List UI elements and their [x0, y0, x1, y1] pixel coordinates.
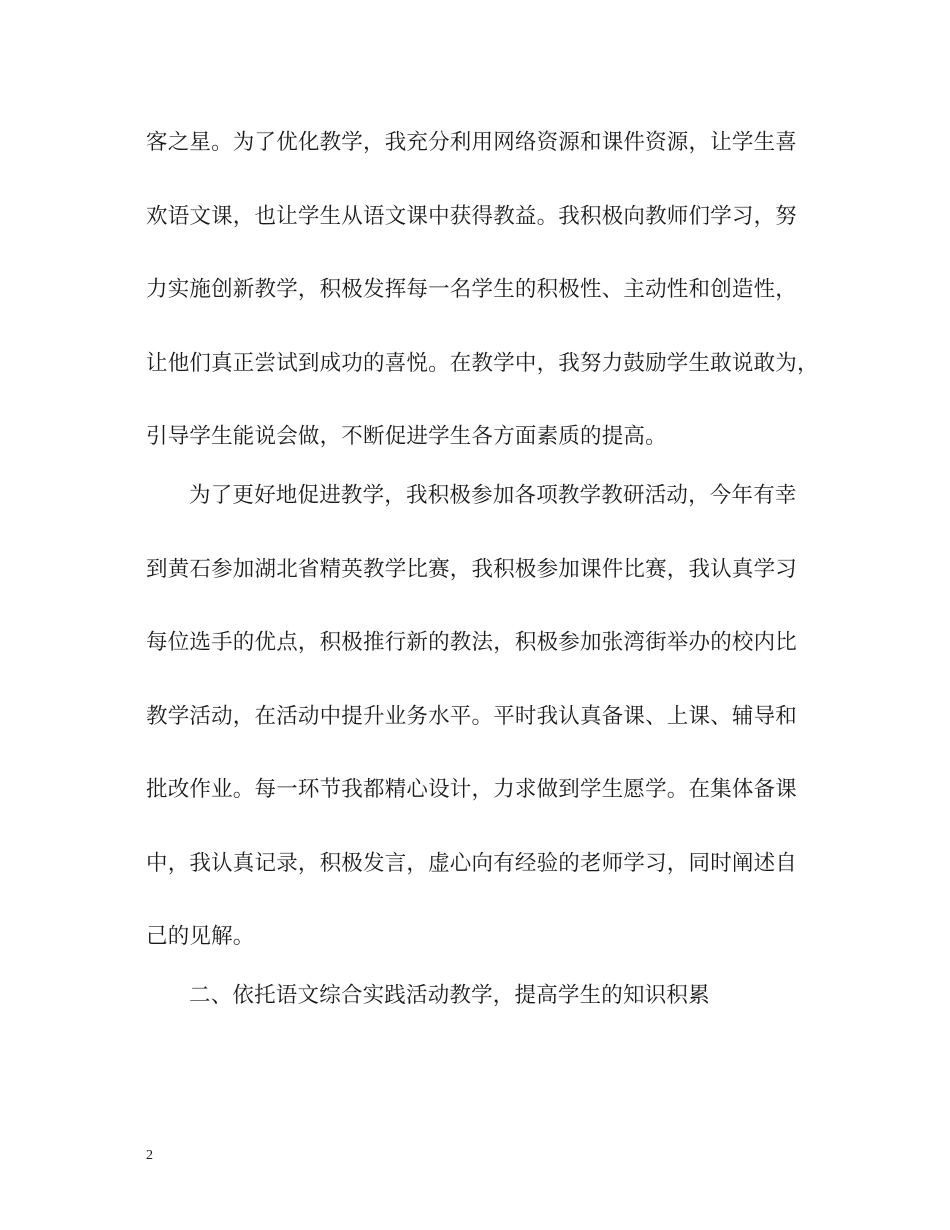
body-text-line: 中，我认真记录，积极发言，虚心向有经验的老师学习，同时阐述自: [146, 851, 798, 876]
body-text-line: 力实施创新教学，积极发挥每一名学生的积极性、主动性和创造性，: [146, 277, 798, 302]
body-text-line: 每位选手的优点，积极推行新的教法，积极参加张湾街举办的校内比: [146, 630, 798, 655]
section-heading: 二、依托语文综合实践活动教学，提高学生的知识积累: [189, 983, 710, 1008]
page-number: 2: [146, 1148, 153, 1163]
body-text-line: 到黄石参加湖北省精英教学比赛，我积极参加课件比赛，我认真学习: [146, 557, 798, 582]
body-text-line: 客之星。为了优化教学，我充分利用网络资源和课件资源，让学生喜: [146, 130, 798, 155]
body-text-line: 引导学生能说会做，不断促进学生各方面素质的提高。: [146, 424, 667, 449]
body-text-line: 己的见解。: [146, 924, 255, 949]
body-text-line: 批改作业。每一环节我都精心设计，力求做到学生愿学。在集体备课: [146, 777, 798, 802]
paragraph-first-line: 为了更好地促进教学，我积极参加各项教学教研活动，今年有幸: [189, 483, 797, 508]
body-text-line: 让他们真正尝试到成功的喜悦。在教学中，我努力鼓励学生敢说敢为，: [146, 351, 819, 376]
body-text-line: 教学活动，在活动中提升业务水平。平时我认真备课、上课、辅导和: [146, 704, 798, 729]
body-text-line: 欢语文课，也让学生从语文课中获得教益。我积极向教师们学习，努: [146, 204, 798, 229]
